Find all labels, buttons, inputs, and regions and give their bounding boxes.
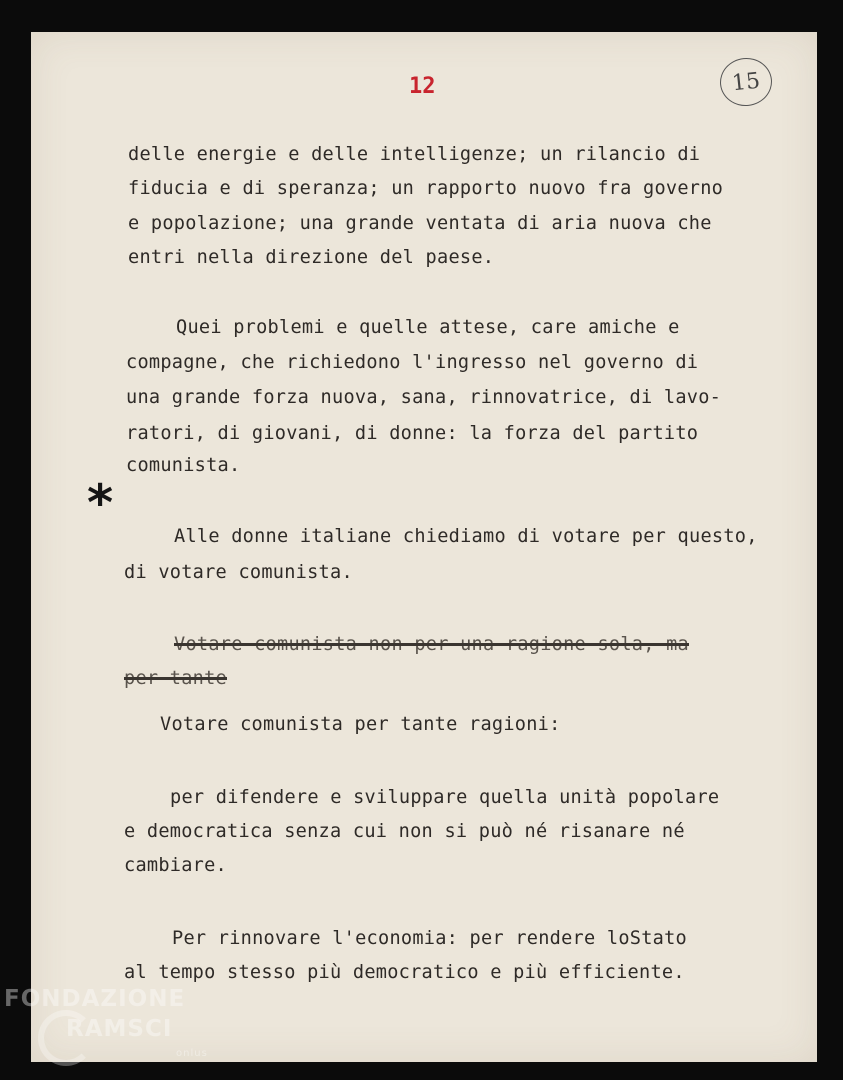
p4-line-1: Votare comunista per tante ragioni:	[160, 714, 561, 735]
p5-line-2: e democratica senza cui non si può né risanare né	[124, 821, 685, 842]
p5-line-1: per difendere e sviluppare quella unità popolare	[170, 787, 720, 808]
watermark-suffix: onlus	[176, 1048, 208, 1059]
p2-line-3: una grande forza nuova, sana, rinnovatrice, di lavo-	[126, 387, 722, 408]
p6-line-2: al tempo stesso più democratico e più efficiente.	[124, 962, 685, 983]
archive-number: 15	[730, 68, 762, 96]
p2-line-5: comunista.	[126, 455, 241, 476]
p6-line-1: Per rinnovare l'economia: per rendere loStato	[172, 928, 687, 949]
asterisk-mark: *	[87, 474, 114, 532]
p1-line-4: entri nella direzione del paese.	[128, 247, 495, 268]
p2-line-1: Quei problemi e quelle attese, care amiche e	[176, 317, 680, 338]
p2-line-4: ratori, di giovani, di donne: la forza del partito	[126, 423, 699, 444]
struck-line-1: Votare comunista non per una ragione sola, ma	[174, 634, 689, 655]
p2-line-2: compagne, che richiedono l'ingresso nel governo di	[126, 352, 699, 373]
fondazione-gramsci-watermark	[4, 986, 208, 1059]
watermark-line-2: RAMSCI	[66, 1016, 173, 1042]
watermark-line-1: FONDAZIONE	[4, 986, 186, 1012]
p1-line-2: fiducia e di speranza; un rapporto nuovo fra governo	[128, 178, 724, 199]
p3-line-2: di votare comunista.	[124, 562, 353, 583]
p1-line-1: delle energie e delle intelligenze; un rilancio di	[128, 144, 701, 165]
p5-line-3: cambiare.	[124, 855, 227, 876]
p3-line-1: Alle donne italiane chiediamo di votare per questo,	[174, 526, 758, 547]
page-number: 12	[409, 74, 436, 99]
struck-line-2: per tante	[124, 668, 227, 689]
p1-line-3: e popolazione; una grande ventata di aria nuova che	[128, 213, 712, 234]
